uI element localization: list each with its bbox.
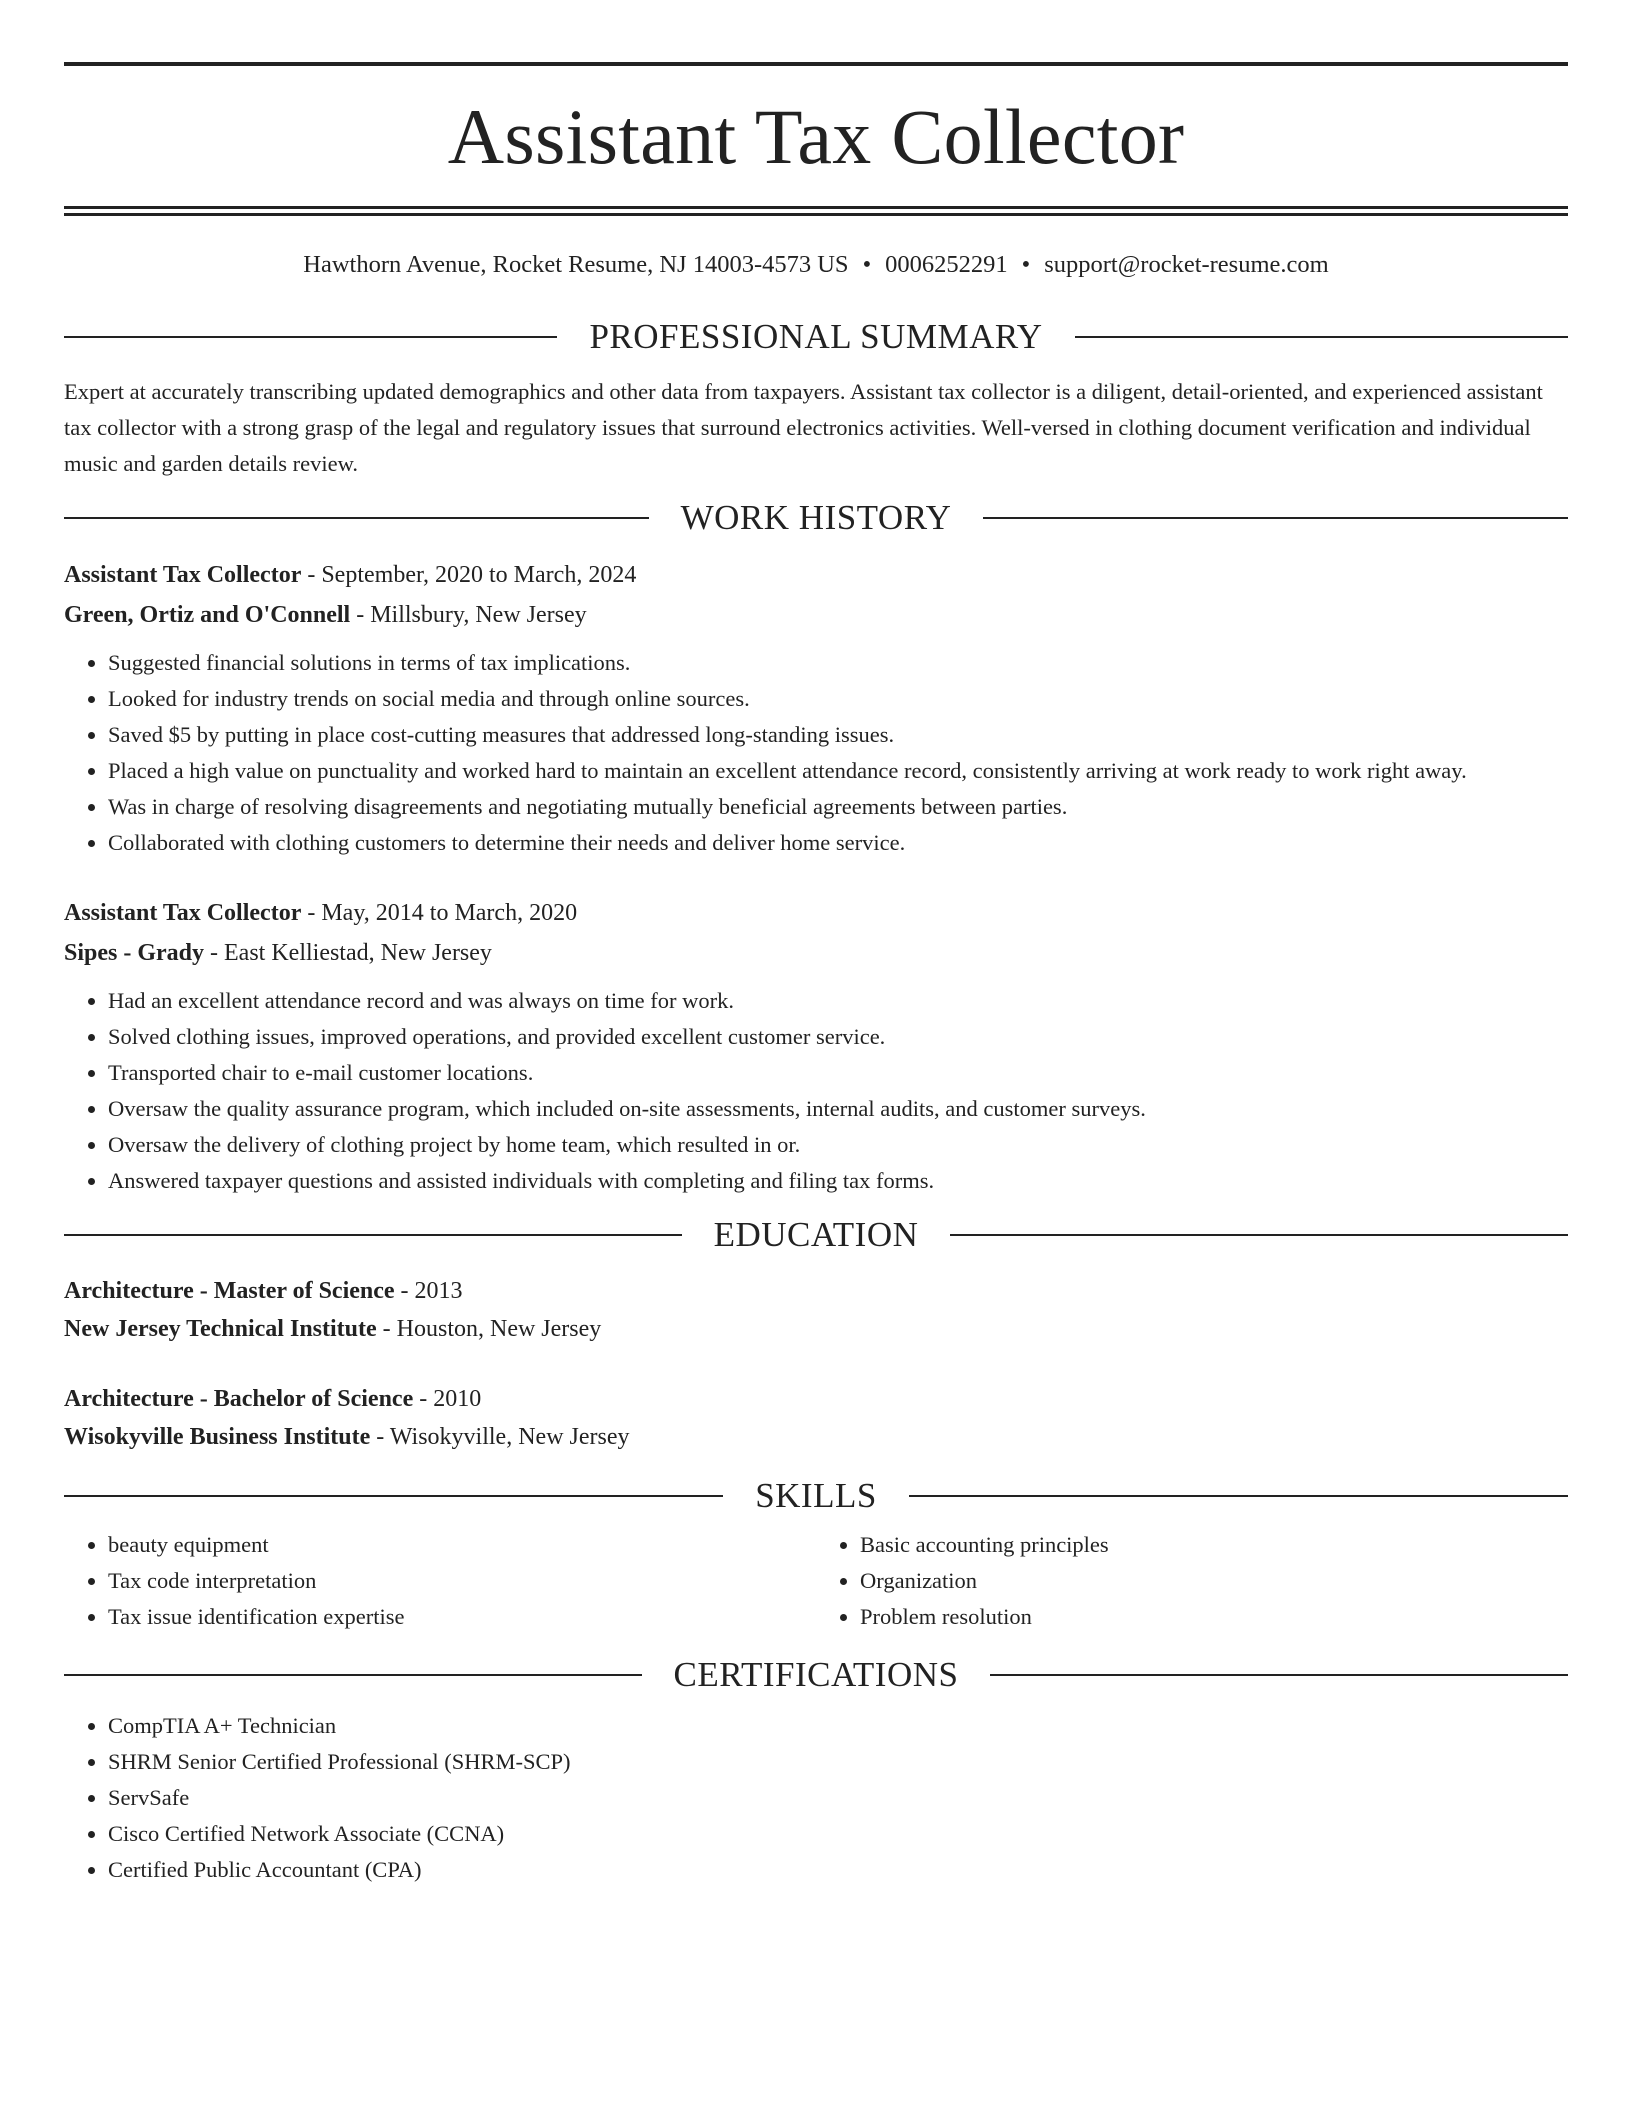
heading-rule-left (64, 1234, 682, 1236)
job-bullet: • Placed a high value on punctuality and worked hard to maintain an excellent attendance record, consistently arriving at work ready to work right away. (108, 753, 1568, 789)
school-line (64, 1310, 1568, 1348)
contact-address: Hawthorn Avenue, Rocket Resume, NJ 14003-4573 US (303, 251, 849, 278)
skill-item: • Basic accounting principles (860, 1527, 1568, 1563)
skill-item: • beauty equipment (108, 1527, 816, 1563)
contact-info (64, 250, 1568, 279)
skills-right-list (816, 1527, 1568, 1635)
job-bullet: • Solved clothing issues, improved operations, and provided excellent customer service. (108, 1019, 1568, 1055)
certification-item: • Cisco Certified Network Associate (CCNA) (108, 1816, 1568, 1852)
job-title: Assistant Tax Collector (64, 562, 302, 589)
skills-heading-text: SKILLS (755, 1476, 877, 1516)
school-line (64, 1418, 1568, 1456)
certification-item: • ServSafe (108, 1780, 1568, 1816)
certifications-list (64, 1708, 1568, 1888)
skill-item: • Problem resolution (860, 1599, 1568, 1635)
job-location: - Millsbury, New Jersey (350, 602, 587, 629)
summary-heading-text: PROFESSIONAL SUMMARY (589, 317, 1043, 357)
degree-year: - 2013 (394, 1278, 463, 1305)
job-title-line (64, 555, 1568, 595)
school: Wisokyville Business Institute (64, 1424, 371, 1451)
work-history-heading-text: WORK HISTORY (680, 498, 952, 538)
heading-rule-right (1075, 336, 1568, 338)
job-company-line (64, 595, 1568, 635)
education-heading-text: EDUCATION (713, 1215, 919, 1255)
heading-rule-left (64, 1495, 723, 1497)
job-bullet: • Had an excellent attendance record and was always on time for work. (108, 983, 1568, 1019)
resume-name: Assistant Tax Collector (447, 93, 1185, 180)
school-location: - Wisokyville, New Jersey (370, 1424, 630, 1451)
job-title: Assistant Tax Collector (64, 900, 302, 927)
contact-email[interactable]: support@rocket-resume.com (1044, 251, 1329, 278)
skill-item: • Organization (860, 1563, 1568, 1599)
job-bullet: • Transported chair to e-mail customer locations. (108, 1055, 1568, 1091)
contact-phone: 0006252291 (885, 251, 1008, 278)
school: New Jersey Technical Institute (64, 1316, 377, 1343)
job-dates: - May, 2014 to March, 2020 (301, 900, 578, 927)
heading-rule-right (983, 517, 1568, 519)
degree: Architecture - Bachelor of Science (64, 1386, 414, 1413)
job-entry (64, 893, 1568, 1199)
job-bullets (64, 645, 1568, 861)
job-entry (64, 555, 1568, 861)
summary-text: Expert at accurately transcribing updated demographics and other data from taxpayers. Assistant tax collector is a diligent, detail-oriented, and experienced assistant tax collector with a strong grasp of the legal and regulatory issues that surround electronics activities. Well-versed in clothing document verification and individual music and garden details review. (64, 379, 1543, 477)
job-bullet: • Oversaw the delivery of clothing project by home team, which resulted in or. (108, 1127, 1568, 1163)
job-bullet: • Answered taxpayer questions and assisted individuals with completing and filing tax forms. (108, 1163, 1568, 1199)
certification-item: • CompTIA A+ Technician (108, 1708, 1568, 1744)
job-bullet: • Oversaw the quality assurance program, which included on-site assessments, internal audits, and customer surveys. (108, 1091, 1568, 1127)
certifications-heading-text: CERTIFICATIONS (673, 1655, 959, 1695)
heading-rule-left (64, 1674, 642, 1676)
job-bullet: • Collaborated with clothing customers to determine their needs and deliver home service. (108, 825, 1568, 861)
job-bullet: • Looked for industry trends on social media and through online sources. (108, 681, 1568, 717)
job-bullets (64, 983, 1568, 1199)
job-bullet: • Suggested financial solutions in terms of tax implications. (108, 645, 1568, 681)
skills-left-list (64, 1527, 816, 1635)
education-heading (64, 1215, 1568, 1255)
contact-separator: • (1021, 251, 1031, 278)
heading-rule-right (990, 1674, 1568, 1676)
certifications-heading (64, 1655, 1568, 1695)
degree-line (64, 1380, 1568, 1418)
certification-item: • Certified Public Accountant (CPA) (108, 1852, 1568, 1888)
job-title-line (64, 893, 1568, 933)
education-entry (64, 1272, 1568, 1348)
skill-item: • Tax issue identification expertise (108, 1599, 816, 1635)
heading-rule-right (950, 1234, 1568, 1236)
job-company: Sipes - Grady (64, 940, 205, 967)
heading-rule-left (64, 517, 649, 519)
degree-line (64, 1272, 1568, 1310)
degree-year: - 2010 (413, 1386, 482, 1413)
job-dates: - September, 2020 to March, 2024 (301, 562, 637, 589)
job-company: Green, Ortiz and O'Connell (64, 602, 351, 629)
heading-rule-left (64, 336, 557, 338)
education-entry (64, 1380, 1568, 1456)
work-history-heading (64, 498, 1568, 538)
top-rule (64, 62, 1568, 66)
header-double-rule (64, 206, 1568, 216)
school-location: - Houston, New Jersey (376, 1316, 602, 1343)
skill-item: • Tax code interpretation (108, 1563, 816, 1599)
summary-heading (64, 317, 1568, 357)
job-location: - East Kelliestad, New Jersey (204, 940, 492, 967)
certification-item: • SHRM Senior Certified Professional (SHRM-SCP) (108, 1744, 1568, 1780)
heading-rule-right (909, 1495, 1568, 1497)
degree: Architecture - Master of Science (64, 1278, 395, 1305)
skills-heading (64, 1476, 1568, 1516)
skills-columns (64, 1527, 1568, 1635)
job-bullet: • Was in charge of resolving disagreements and negotiating mutually beneficial agreements between parties. (108, 789, 1568, 825)
contact-separator: • (862, 251, 872, 278)
job-bullet: • Saved $5 by putting in place cost-cutting measures that addressed long-standing issues. (108, 717, 1568, 753)
job-company-line (64, 933, 1568, 973)
